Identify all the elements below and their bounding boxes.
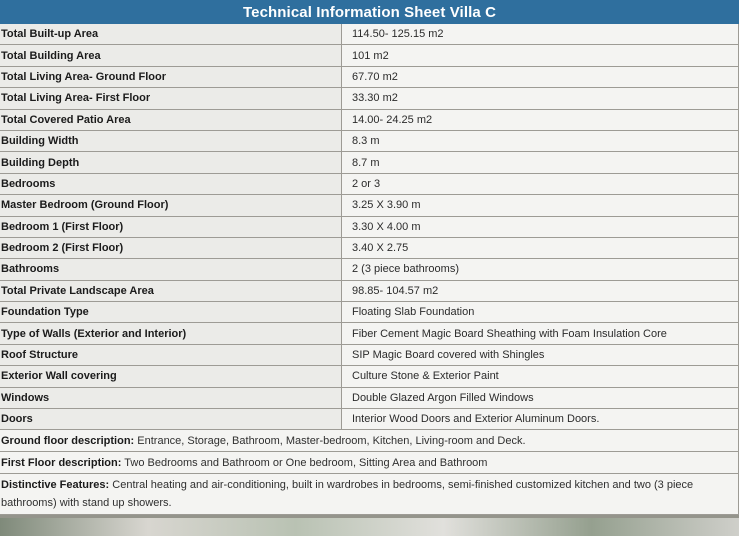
spec-label: Total Living Area- First Floor xyxy=(0,88,342,109)
description-cell xyxy=(0,474,739,515)
spec-label: Type of Walls (Exterior and Interior) xyxy=(0,323,342,344)
spec-label: Total Built-up Area xyxy=(0,24,342,45)
table-row xyxy=(0,280,739,301)
table-row xyxy=(0,173,739,194)
spec-value: 101 m2 xyxy=(342,45,739,66)
description-row xyxy=(0,430,739,452)
spec-label: Bathrooms xyxy=(0,259,342,280)
table-row xyxy=(0,323,739,344)
description-cell xyxy=(0,452,739,474)
description-text: Central heating and air-conditioning, built in wardrobes in bedrooms, semi-finished customized kitchen and two (3 piece bathrooms) with stand up showers. xyxy=(1,479,694,510)
spec-label: Bedrooms xyxy=(0,173,342,194)
spec-value: 3.40 X 2.75 xyxy=(342,237,739,258)
spec-label: Exterior Wall covering xyxy=(0,366,342,387)
spec-label: Building Depth xyxy=(0,152,342,173)
spec-label: Bedroom 1 (First Floor) xyxy=(0,216,342,237)
spec-value: Floating Slab Foundation xyxy=(342,302,739,323)
spec-label: Master Bedroom (Ground Floor) xyxy=(0,195,342,216)
sheet-title: Technical Information Sheet Villa C xyxy=(0,0,739,24)
table-row xyxy=(0,409,739,430)
table-row xyxy=(0,259,739,280)
spec-value: 14.00- 24.25 m2 xyxy=(342,109,739,130)
spec-value: 67.70 m2 xyxy=(342,66,739,87)
table-row xyxy=(0,344,739,365)
table-row xyxy=(0,216,739,237)
description-cell xyxy=(0,430,739,452)
description-row xyxy=(0,474,739,515)
spec-label: Foundation Type xyxy=(0,302,342,323)
description-text: Two Bedrooms and Bathroom or One bedroom, Sitting Area and Bathroom xyxy=(121,456,488,469)
specs-table xyxy=(0,24,739,515)
spec-label: Total Building Area xyxy=(0,45,342,66)
table-row xyxy=(0,109,739,130)
spec-label: Bedroom 2 (First Floor) xyxy=(0,237,342,258)
spec-label: Building Width xyxy=(0,130,342,151)
spec-value: 8.7 m xyxy=(342,152,739,173)
spec-label: Total Covered Patio Area xyxy=(0,109,342,130)
spec-value: Double Glazed Argon Filled Windows xyxy=(342,387,739,408)
description-label: Ground floor description: xyxy=(1,434,135,447)
spec-label: Total Living Area- Ground Floor xyxy=(0,66,342,87)
table-row xyxy=(0,237,739,258)
spec-value: 114.50- 125.15 m2 xyxy=(342,24,739,45)
table-row xyxy=(0,152,739,173)
spec-value: 33.30 m2 xyxy=(342,88,739,109)
spec-label: Doors xyxy=(0,409,342,430)
spec-value: Fiber Cement Magic Board Sheathing with Foam Insulation Core xyxy=(342,323,739,344)
table-row xyxy=(0,130,739,151)
table-row xyxy=(0,302,739,323)
description-text: Entrance, Storage, Bathroom, Master-bedroom, Kitchen, Living-room and Deck. xyxy=(134,434,526,447)
spec-value: 3.25 X 3.90 m xyxy=(342,195,739,216)
spec-value: 8.3 m xyxy=(342,130,739,151)
background-photo-strip xyxy=(0,518,739,536)
spec-value: 2 (3 piece bathrooms) xyxy=(342,259,739,280)
spec-value: Interior Wood Doors and Exterior Aluminum Doors. xyxy=(342,409,739,430)
spec-value: 98.85- 104.57 m2 xyxy=(342,280,739,301)
table-row xyxy=(0,45,739,66)
table-row xyxy=(0,24,739,45)
description-label: First Floor description: xyxy=(1,456,122,469)
table-row xyxy=(0,366,739,387)
description-row xyxy=(0,452,739,474)
table-row xyxy=(0,88,739,109)
table-row xyxy=(0,195,739,216)
table-row xyxy=(0,387,739,408)
table-row xyxy=(0,66,739,87)
spec-value: Culture Stone & Exterior Paint xyxy=(342,366,739,387)
spec-label: Windows xyxy=(0,387,342,408)
spec-value: 3.30 X 4.00 m xyxy=(342,216,739,237)
spec-label: Total Private Landscape Area xyxy=(0,280,342,301)
spec-value: 2 or 3 xyxy=(342,173,739,194)
spec-value: SIP Magic Board covered with Shingles xyxy=(342,344,739,365)
spec-label: Roof Structure xyxy=(0,344,342,365)
specs-table-body xyxy=(0,24,739,515)
description-label: Distinctive Features: xyxy=(1,479,110,492)
